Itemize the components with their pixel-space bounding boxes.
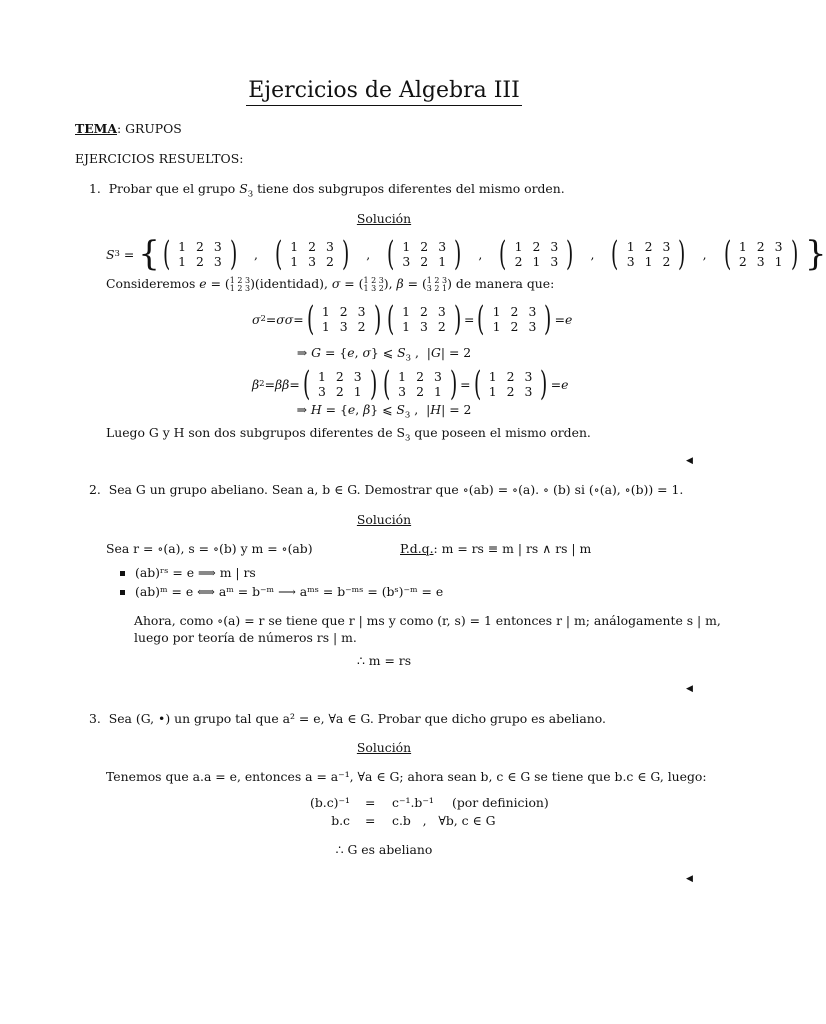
permutation-matrix: ( 1 2 3 1 3 2 ): [274, 234, 350, 274]
tema-value: : GRUPOS: [117, 121, 182, 136]
qed-marker-1: ◀: [686, 456, 693, 466]
eq1-sign: =: [365, 795, 376, 810]
tema-line: [75, 121, 182, 136]
identity-matrix: ( 1 2 3 1 2 3 ): [473, 364, 548, 404]
sigma-matrix: ( 1 2 3 1 3 2 ): [306, 299, 381, 339]
exercise-3-statement: 3. Sea (G, •) un grupo tal que a² = e, ∀a ∈ G. Probar que dicho grupo es abeliano.: [89, 711, 606, 726]
definitions-line: Sea r = ∘(a), s = ∘(b) y m = ∘(ab): [106, 541, 313, 556]
beta-equation: β 2 = ββ = ( 1 2 3 3 2 1 ) ( 1 2 3 3 2 1 ) = ( 1 2 3 1 2 3 ) = e: [252, 364, 569, 404]
eq1-left: (b.c)⁻¹: [310, 795, 350, 810]
permutation-matrix: ( 1 2 3 2 3 1 ): [723, 234, 798, 274]
tema-label: TEMA: [75, 121, 117, 136]
pdq-line: P.d.q.: m = rs ≡ m | rs ∧ rs | m: [400, 541, 592, 556]
permutation-matrix: ( 1 2 3 3 2 1 ): [387, 234, 462, 274]
identity-matrix: ( 1 2 3 1 2 3 ): [477, 299, 552, 339]
beta-matrix: ( 1 2 3 3 2 1 ): [302, 364, 377, 404]
permutation-matrix: ( 1 2 3 1 2 3 ): [162, 234, 238, 274]
argument-line-1: Ahora, como ∘(a) = r se tiene que r | ms y como (r, s) = 1 entonces r | m; análogamente s | m,: [134, 613, 721, 628]
beta-matrix: ( 1 2 3 3 2 1 ): [382, 364, 458, 404]
s3-set: S 3 = { ( 1 2 3 1 2 3 ) , ( 1 2 3 1 3 2 ) , ( 1 2 3 3 2 1 ) , ( 1 2 3 2 1 3 ) , ( 1 2 3 3 1 2 ) , ( 1 2 3 2 3 1 ) }: [106, 234, 826, 274]
exercise-2-conclusion: ∴ m = rs: [356, 653, 412, 668]
eq2-left: b.c: [331, 813, 350, 828]
solution-heading-1: Solución: [356, 211, 412, 226]
bullet-item-1: (ab)ʳˢ = e ⟹ m | rs: [120, 565, 256, 580]
qed-marker-3: ◀: [686, 874, 693, 884]
exercise-1-conclusion: Luego G y H son dos subgrupos diferentes de $S_3$ que poseen el mismo orden.: [106, 425, 591, 444]
exercise-3-conclusion: ∴ G es abeliano: [335, 842, 433, 857]
exercise-1-statement: 1. Probar que el grupo $S_3$ tiene dos subgrupos diferentes del mismo orden.: [89, 181, 565, 200]
solution-heading-3: Solución: [356, 740, 412, 755]
section-heading: EJERCICIOS RESUELTOS:: [75, 151, 244, 166]
bullet-item-2: (ab)ᵐ = e ⟺ aᵐ = b⁻ᵐ ⟶ aᵐˢ = b⁻ᵐˢ = (bˢ)⁻ᵐ = e: [120, 584, 443, 599]
permutation-matrix: ( 1 2 3 2 1 3 ): [499, 234, 574, 274]
consider-line: Consideremos e = (1 2 3 1 2 3)(identidad), σ = (1 2 3 1 3 2), β = (1 2 3 3 2 1) de manera que:: [106, 275, 555, 293]
exercise-2-statement: 2. Sea G un grupo abeliano. Sean a, b ∈ G. Demostrar que ∘(ab) = ∘(a). ∘ (b) si (∘(a), ∘(b)) = 1.: [89, 482, 684, 497]
g-subgroup-line: ⇒ G = {e, σ} ⩽ $S_3$ , |G| = 2: [296, 345, 472, 364]
sigma-equation: σ 2 = σσ = ( 1 2 3 1 3 2 ) ( 1 2 3 1 3 2 ) = ( 1 2 3 1 2 3 ) = e: [252, 299, 573, 339]
eq1-right: c⁻¹.b⁻¹: [392, 795, 434, 810]
argument-line-2: luego por teoría de números rs | m.: [134, 630, 357, 645]
page-title: Ejercicios de Algebra III: [0, 78, 768, 103]
h-subgroup-line: ⇒ H = {e, β} ⩽ $S_3$ , |H| = 2: [296, 402, 472, 421]
eq2-sign: =: [365, 813, 376, 828]
solution-heading-2: Solución: [356, 512, 412, 527]
permutation-matrix: ( 1 2 3 3 1 2 ): [611, 234, 686, 274]
proof-intro-line: Tenemos que a.a = e, entonces a = a⁻¹, ∀a ∈ G; ahora sean b, c ∈ G se tiene que b.c ∈ G, luego:: [106, 769, 707, 784]
eq1-note: (por definicion): [452, 795, 549, 810]
eq2-right: c.b , ∀b, c ∈ G: [392, 813, 496, 828]
sigma-matrix: ( 1 2 3 1 3 2 ): [386, 299, 462, 339]
qed-marker-2: ◀: [686, 684, 693, 694]
